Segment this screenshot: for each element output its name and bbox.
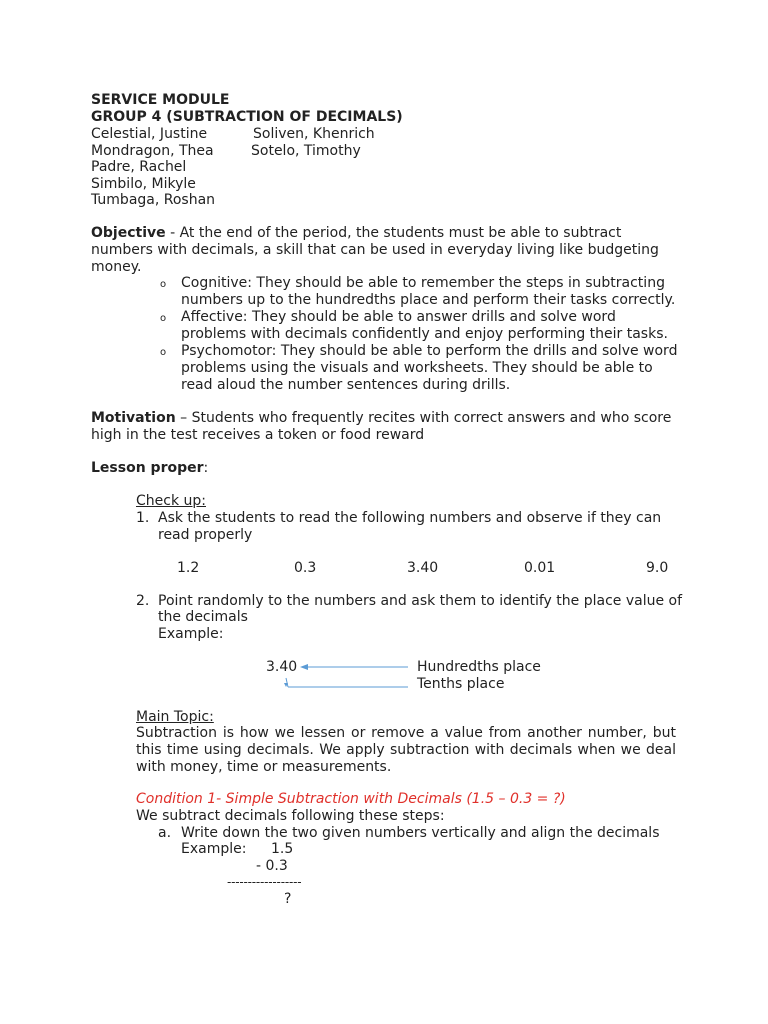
subtraction-rule: ------------------	[227, 875, 302, 889]
bullet-text: Cognitive: They should be able to remember the steps in subtracting	[181, 275, 665, 291]
minuend: 1.5	[271, 841, 294, 857]
motivation-label: Motivation	[91, 410, 176, 426]
checkup-heading: Check up:	[136, 493, 206, 509]
lesson-heading: Lesson proper:	[91, 460, 209, 476]
objective-text: numbers with decimals, a skill that can be used in everyday living like budgeting	[91, 242, 659, 258]
bullet-icon: o	[160, 279, 167, 290]
bullet-text: Affective: They should be able to answer drills and solve word	[181, 309, 616, 325]
bullet-text: Psychomotor: They should be able to perform the drills and solve word	[181, 343, 678, 359]
place-value-arrows	[280, 660, 410, 692]
bullet-icon: o	[160, 313, 167, 324]
objective-text: - At the end of the period, the students must be able to subtract	[165, 225, 622, 241]
member-name: Tumbaga, Roshan	[91, 192, 216, 208]
step-text: Write down the two given numbers vertically and align the decimals	[181, 825, 660, 841]
item-number: 1.	[136, 510, 150, 526]
main-topic-paragraph: Subtraction is how we lessen or remove a value from another number, but this time using decimals. We apply subtraction with decimals when we deal with money, time or measurements.	[136, 725, 676, 775]
objective-line	[91, 225, 621, 242]
example-number: 3.40	[266, 659, 298, 675]
hundredths-label: Hundredths place	[417, 659, 541, 675]
number-value: 1.2	[177, 560, 200, 576]
objective-text: money.	[91, 259, 142, 275]
number-value: 3.40	[407, 560, 439, 576]
number-value: 9.0	[646, 560, 669, 576]
lesson-label: Lesson proper	[91, 460, 204, 476]
step-letter: a.	[158, 825, 172, 841]
tenths-label: Tenths place	[417, 676, 505, 692]
group-title: GROUP 4 (SUBTRACTION OF DECIMALS)	[91, 109, 403, 125]
item-text: Example:	[158, 626, 224, 642]
main-topic-heading: Main Topic:	[136, 709, 214, 725]
member-name: Padre, Rachel	[91, 159, 187, 175]
objective-label: Objective	[91, 225, 166, 241]
bullet-text: numbers up to the hundredths place and perform their tasks correctly.	[181, 292, 676, 308]
item-text: Ask the students to read the following numbers and observe if they can	[158, 510, 662, 526]
item-number: 2.	[136, 593, 150, 609]
module-title: SERVICE MODULE	[91, 92, 230, 108]
condition-title: Condition 1- Simple Subtraction with Decimals (1.5 – 0.3 = ?)	[136, 791, 566, 807]
bullet-text: problems using the visuals and worksheets. They should be able to	[181, 360, 653, 376]
item-text: Point randomly to the numbers and ask them to identify the place value of	[158, 593, 683, 609]
bullet-icon: o	[160, 347, 167, 358]
item-text: read properly	[158, 527, 253, 543]
hundredths-arrow-icon	[300, 664, 408, 670]
member-name: Soliven, Khenrich	[253, 126, 375, 142]
tenths-arrow-icon	[284, 678, 408, 687]
condition-intro: We subtract decimals following these steps:	[136, 808, 445, 824]
motivation-line	[91, 410, 671, 427]
number-value: 0.01	[524, 560, 556, 576]
member-name: Simbilo, Mikyle	[91, 176, 196, 192]
example-label: Example:	[181, 841, 247, 857]
subtrahend: - 0.3	[256, 858, 288, 874]
item-text: the decimals	[158, 609, 248, 625]
motivation-text: – Students who frequently recites with correct answers and who score	[175, 410, 672, 426]
bullet-text: read aloud the number sentences during drills.	[181, 377, 511, 393]
result-placeholder: ?	[284, 891, 292, 907]
motivation-text: high in the test receives a token or food reward	[91, 427, 425, 443]
member-name: Sotelo, Timothy	[251, 143, 361, 159]
member-name: Mondragon, Thea	[91, 143, 214, 159]
number-value: 0.3	[294, 560, 317, 576]
member-name: Celestial, Justine	[91, 126, 208, 142]
bullet-text: problems with decimals confidently and enjoy performing their tasks.	[181, 326, 668, 342]
